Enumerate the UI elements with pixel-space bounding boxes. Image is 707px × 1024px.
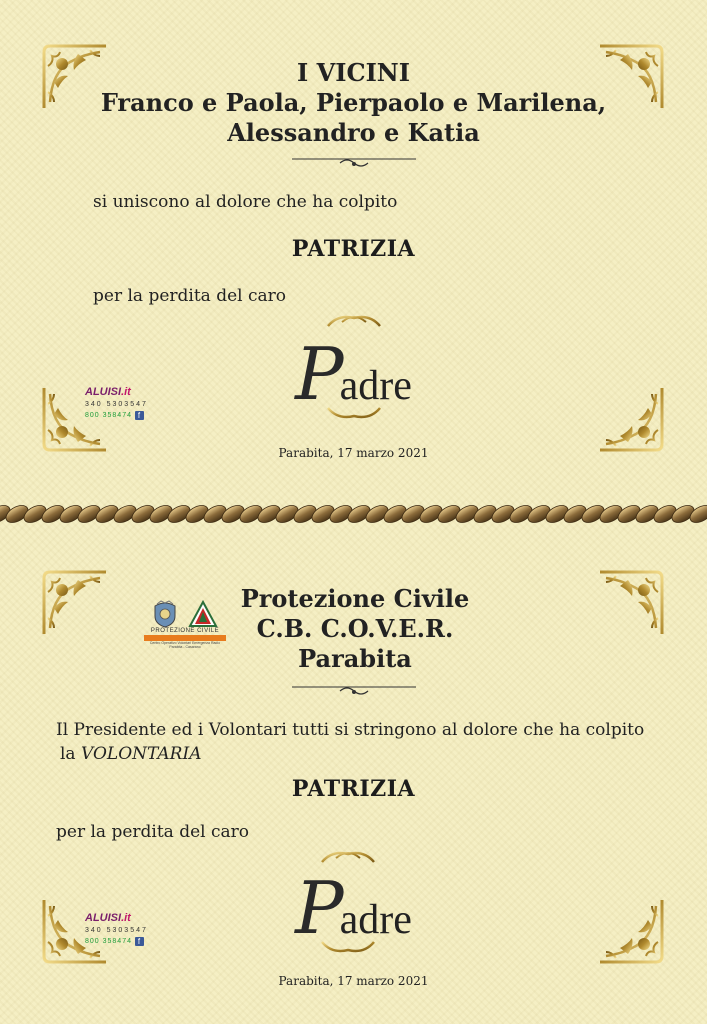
- heading-line: Alessandro e Katia: [227, 118, 480, 147]
- deceased-relative-name: PATRIZIA: [291, 776, 416, 802]
- loss-text: per la perdita del caro: [56, 822, 250, 842]
- role-line: [60, 744, 201, 764]
- corner-ornament-top-left: [40, 568, 110, 638]
- padre-frame-bottom: [212, 936, 484, 960]
- facebook-icon: f: [135, 411, 144, 420]
- heading-line: Protezione Civile: [240, 584, 470, 613]
- aluisi-logo: [85, 386, 153, 430]
- aluisi-brand: ALUISI: [85, 386, 122, 398]
- heading-line: Parabita: [298, 644, 412, 673]
- heading-line: C.B. C.O.V.E.R.: [256, 614, 454, 643]
- rope-divider: [0, 500, 707, 528]
- deceased-relative-name: PATRIZIA: [291, 236, 416, 262]
- town-crest-icon: [152, 600, 178, 628]
- notice-neighbors: [0, 0, 707, 494]
- aluisi-logo: [85, 912, 153, 956]
- notice-civil-protection: [0, 540, 707, 1024]
- civil-protection-triangle-icon: [188, 600, 218, 628]
- aluisi-freephone: 800 358474: [85, 412, 132, 419]
- date-line: Parabita, 17 marzo 2021: [278, 446, 429, 460]
- heading-block: [0, 58, 707, 148]
- heading-line: Franco e Paola, Pierpaolo e Marilena,: [100, 88, 607, 117]
- padre-initial: P: [295, 866, 340, 950]
- loss-text: per la perdita del caro: [93, 286, 287, 306]
- protezione-civile-label: PROTEZIONE CIVILE: [150, 628, 220, 634]
- aluisi-phone: 340 5303547: [85, 401, 148, 408]
- logo-small-text: Centro Operativo Volontari Emergenza Radio: [149, 641, 221, 645]
- heading-block: [220, 584, 490, 674]
- aluisi-brand-suffix: .it: [121, 386, 131, 398]
- aluisi-brand: ALUISI: [85, 912, 122, 924]
- condolence-text: Il Presidente ed i Volontari tutti si stringono al dolore che ha colpito: [56, 720, 645, 740]
- facebook-icon: f: [135, 937, 144, 946]
- corner-ornament-top-right: [596, 568, 666, 638]
- condolence-text: si uniscono al dolore che ha colpito: [93, 192, 398, 212]
- protezione-civile-logo: [144, 598, 226, 660]
- padre-rest: adre: [339, 363, 412, 409]
- divider-ornament: [0, 681, 707, 697]
- date-line: Parabita, 17 marzo 2021: [278, 974, 429, 988]
- aluisi-brand-suffix: .it: [121, 912, 131, 924]
- padre-frame-bottom: [218, 402, 490, 426]
- aluisi-phone: 340 5303547: [85, 927, 148, 934]
- aluisi-freephone: 800 358474: [85, 938, 132, 945]
- logo-small-text: Parabita - Casarano: [169, 645, 201, 649]
- role-prefix: la: [60, 744, 76, 764]
- heading-line: I VICINI: [297, 58, 410, 87]
- divider-ornament: [0, 153, 707, 169]
- padre-initial: P: [295, 332, 340, 416]
- role: VOLONTARIA: [80, 744, 202, 764]
- padre-rest: adre: [339, 897, 412, 943]
